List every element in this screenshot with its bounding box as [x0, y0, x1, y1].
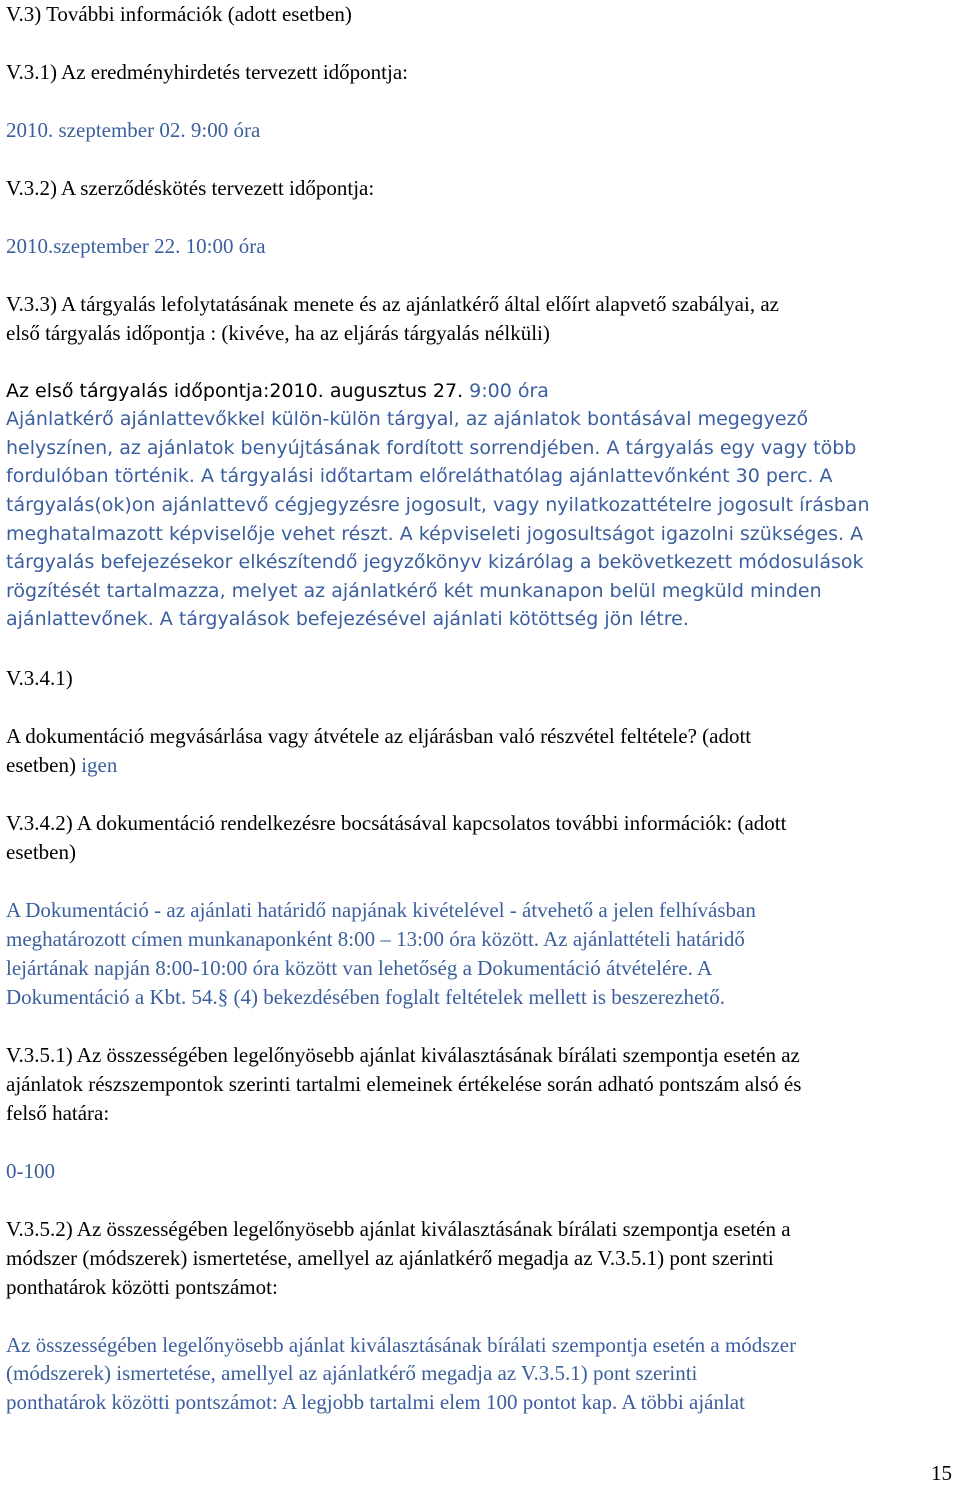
v342-body-line: Dokumentáció a Kbt. 54.§ (4) bekezdésében foglalt feltételek mellett is beszerezhető. — [6, 985, 725, 1009]
v341-question-line: A dokumentáció megvásárlása vagy átvétele az eljárásban való részvétel feltétele? (adott — [6, 724, 752, 748]
v341-answer: igen — [75, 753, 118, 777]
v351-value: 0-100 — [6, 1159, 55, 1183]
v342-label-line: esetben) — [6, 840, 76, 864]
v33-body-line: ajánlattevőnek. A tárgyalások befejezésével ajánlati kötöttség jön létre. — [6, 608, 689, 630]
v352-body-line: (módszerek) ismertetése, amellyel az ajánlatkérő megadja az V.3.5.1) pont szerinti — [6, 1361, 698, 1385]
v33-body-line: meghatalmazott képviselője vehet részt. A képviseleti jogosultságot igazolni szükséges. A — [6, 523, 864, 545]
v342-body-line: meghatározott címen munkanaponként 8:00 – 13:00 óra között. Az ajánlattételi határidő — [6, 927, 745, 951]
v33-first-meeting-date: Az első tárgyalás időpontja:2010. augusztus 27. — [6, 380, 464, 402]
v342-label-line: V.3.4.2) A dokumentáció rendelkezésre bocsátásával kapcsolatos további információk: (adott — [6, 811, 787, 835]
v33-body-line: fordulóban történik. A tárgyalási időtartam előreláthatólag ajánlattevőnként 30 perc. A — [6, 465, 833, 487]
v33-body-line: rögzítését tartalmazza, melyet az ajánlatkérő két munkanapon belül megküld minden — [6, 580, 822, 602]
v341-label: V.3.4.1) — [6, 666, 73, 690]
v33-body-line: tárgyalás(ok)on ajánlattevő cégjegyzésre jogosult, vagy nyilatkozattételre jogosult írásban — [6, 494, 870, 516]
v351-label-line: V.3.5.1) Az összességében legelőnyösebb ajánlat kiválasztásának bírálati szempontja esetén az — [6, 1043, 800, 1067]
v32-value: 2010.szeptember 22. 10:00 óra — [6, 234, 266, 258]
v33-body-line: tárgyalás befejezésekor elkészítendő jegyzőkönyv kizárólag a bekövetkezett módosulások — [6, 551, 864, 573]
v33-body-line: Ajánlatkérő ajánlattevőkkel külön-külön tárgyal, az ajánlatok bontásával megegyező — [6, 408, 809, 430]
v351-label-line: felső határa: — [6, 1101, 110, 1125]
v352-label-line: V.3.5.2) Az összességében legelőnyösebb ajánlat kiválasztásának bírálati szempontja esetén a — [6, 1217, 791, 1241]
v33-label-line: első tárgyalás időpontja : (kivéve, ha az eljárás tárgyalás nélküli) — [6, 321, 550, 345]
v352-label-line: ponthatárok közötti pontszámot: — [6, 1275, 278, 1299]
section-title-v3: V.3) További információk (adott esetben) — [6, 2, 352, 26]
v352-body-line: ponthatárok közötti pontszámot: A legjobb tartalmi elem 100 pontot kap. A többi ajánlat — [6, 1390, 745, 1414]
v33-body-line: helyszínen, az ajánlatok benyújtásának fordított sorrendjében. A tárgyalás egy vagy több — [6, 437, 857, 459]
v352-label-line: módszer (módszerek) ismertetése, amellyel az ajánlatkérő megadja az V.3.5.1) pont szerinti — [6, 1246, 774, 1270]
v342-body-line: A Dokumentáció - az ajánlati határidő napjának kivételével - átvehető a jelen felhívásban — [6, 898, 756, 922]
v33-first-meeting-time: 9:00 óra — [463, 380, 549, 402]
v33-first-meeting — [6, 377, 549, 405]
v31-value: 2010. szeptember 02. 9:00 óra — [6, 118, 261, 142]
v33-label-line: V.3.3) A tárgyalás lefolytatásának menete és az ajánlatkérő által előírt alapvető szabályai, az — [6, 292, 779, 316]
v351-label-line: ajánlatok részszempontok szerinti tartalmi elemeinek értékelése során adható pontszám alsó és — [6, 1072, 802, 1096]
v341-question-end: esetben) — [6, 753, 76, 777]
v352-body-line: Az összességében legelőnyösebb ajánlat kiválasztásának bírálati szempontja esetén a módszer — [6, 1333, 797, 1357]
v341-question-line — [6, 751, 117, 779]
v32-label: V.3.2) A szerződéskötés tervezett időpontja: — [6, 176, 375, 200]
v342-body-line: lejártának napján 8:00-10:00 óra között van lehetőség a Dokumentáció átvételére. A — [6, 956, 713, 980]
page-number: 15 — [931, 1461, 952, 1485]
v31-label: V.3.1) Az eredményhirdetés tervezett időpontja: — [6, 60, 408, 84]
